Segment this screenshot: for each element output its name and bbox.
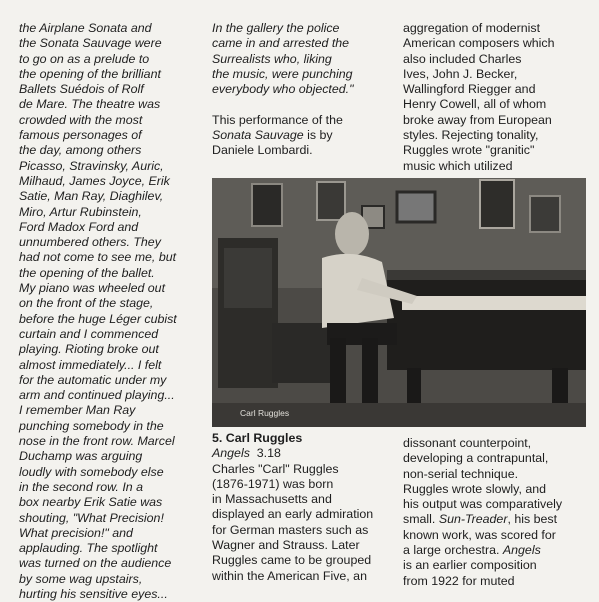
text-line: for the automatic under my <box>19 372 167 387</box>
text-line: on the front of the stage, <box>19 296 154 311</box>
text-line: the day, among others <box>19 143 142 158</box>
text-line: developing a contrapuntal, <box>403 451 549 466</box>
text-line: crowded with the most <box>19 112 143 127</box>
text-line: dissonant counterpoint, <box>403 436 532 450</box>
work-duration: 3.18 <box>256 446 281 461</box>
text-line: almost immediately... I felt <box>19 357 162 372</box>
text-line: the opening of the ballet. <box>19 265 155 280</box>
column-3-text <box>403 21 555 174</box>
text-line <box>403 512 562 527</box>
bio-line: displayed an early admiration <box>212 507 374 522</box>
text-line: is an earlier composition <box>403 558 537 573</box>
bio-line: for German masters such as <box>212 522 369 537</box>
text-fragment: , his best <box>507 512 558 527</box>
performance-text: is by <box>303 128 333 143</box>
text-line: arm and continued playing... <box>19 388 175 403</box>
text-line: I remember Man Ray <box>19 403 136 418</box>
performer-line: Daniele Lombardi. <box>212 143 313 158</box>
column-3-lower-text <box>403 436 562 589</box>
work-line <box>212 446 373 461</box>
track-heading <box>212 431 373 446</box>
carl-ruggles-photo <box>212 178 586 427</box>
performance-line <box>212 128 353 143</box>
quote-line: everybody who objected." <box>212 82 354 97</box>
performance-line: This performance of the <box>212 112 343 127</box>
text-line: playing. Rioting broke out <box>19 342 159 357</box>
text-line: de Mare. The theatre was <box>19 97 161 112</box>
text-line: his output was comparatively <box>403 497 563 512</box>
text-line: box nearby Erik Satie was <box>19 495 163 510</box>
work-title: Sun-Treader <box>438 512 508 527</box>
track-number: 5. <box>212 431 223 445</box>
text-line: from 1922 for muted <box>403 573 515 588</box>
text-line: Milhaud, James Joyce, Erik <box>19 173 170 188</box>
text-line: Miro, Artur Rubinstein, <box>19 204 142 219</box>
bio-line: Charles "Carl" Ruggles <box>212 461 339 476</box>
text-line: was turned on the audience <box>19 556 172 571</box>
text-line: hurting his sensitive eyes... <box>19 586 168 601</box>
text-line: Ruggles wrote slowly, and <box>403 481 547 496</box>
text-fragment: small. <box>403 512 439 527</box>
spacer <box>212 97 353 112</box>
bio-line: in Massachusetts and <box>212 492 332 507</box>
text-line: music which utilized <box>403 158 513 173</box>
text-line: the opening of the brilliant <box>19 66 161 81</box>
text-line: shouting, "What Precision! <box>19 510 164 525</box>
quote-line: the music, were punching <box>212 66 353 81</box>
quote-line: In the gallery the police <box>212 21 340 35</box>
text-line: applauding. The spotlight <box>19 541 158 556</box>
text-line: Duchamp was arguing <box>19 449 143 464</box>
text-line: nose in the front row. Marcel <box>19 434 175 449</box>
quote-line: Surrealists who, liking <box>212 51 332 66</box>
text-line: unnumbered others. They <box>19 235 161 250</box>
text-line: My piano was wheeled out <box>19 281 166 296</box>
column-2-text <box>212 21 353 159</box>
bio-line: Ruggles came to be grouped <box>212 553 372 568</box>
text-line: Ruggles wrote "granitic" <box>403 143 535 158</box>
text-line: to go on as a prelude to <box>19 51 150 66</box>
text-line: Satie, Man Ray, Diaghilev, <box>19 189 164 204</box>
text-line: before the huge Léger cubist <box>19 311 177 326</box>
text-line: broke away from European <box>403 112 552 127</box>
text-line: famous personages of <box>19 128 142 143</box>
text-line: Ballets Suédois of Rolf <box>19 82 144 97</box>
work-title: Sonata Sauvage <box>212 128 304 143</box>
text-line: had not come to see me, but <box>19 250 177 265</box>
work-title: Angels <box>502 543 541 558</box>
text-line: Ives, John J. Becker, <box>403 66 518 81</box>
text-line: the Sonata Sauvage were <box>19 36 162 51</box>
text-line: punching somebody in the <box>19 418 164 433</box>
text-line: Henry Cowell, all of whom <box>403 97 547 112</box>
text-line: also included Charles <box>403 51 522 66</box>
track-5-section <box>212 431 373 584</box>
text-line: Wallingford Riegger and <box>403 82 536 97</box>
photo-illustration <box>212 178 586 427</box>
text-line: by some wag upstairs, <box>19 571 143 586</box>
text-line: curtain and I commenced <box>19 326 159 341</box>
column-1-text <box>19 21 177 602</box>
text-line: in the second row. In a <box>19 479 143 494</box>
text-line: Ford Madox Ford and <box>19 219 139 234</box>
text-line: the Airplane Sonata and <box>19 21 152 35</box>
work-title: Angels <box>212 446 250 461</box>
bio-line: (1876-1971) was born <box>212 476 334 491</box>
composer-name: Carl Ruggles <box>225 431 303 445</box>
bio-line: Wagner and Strauss. Later <box>212 538 360 553</box>
text-line: Picasso, Stravinsky, Auric, <box>19 158 164 173</box>
quote-line: came in and arrested the <box>212 36 350 51</box>
text-line: aggregation of modernist <box>403 21 541 35</box>
photo-credit: Carl Ruggles <box>240 408 290 418</box>
text-fragment: a large orchestra. <box>403 543 503 558</box>
text-line: known work, was scored for <box>403 527 556 542</box>
text-line: loudly with somebody else <box>19 464 164 479</box>
text-line: What precision!" and <box>19 525 133 540</box>
text-line <box>403 543 562 558</box>
text-line: non-serial technique. <box>403 466 519 481</box>
bio-line: within the American Five, an <box>212 568 367 583</box>
text-line: styles. Rejecting tonality, <box>403 128 539 143</box>
text-line: American composers which <box>403 36 555 51</box>
